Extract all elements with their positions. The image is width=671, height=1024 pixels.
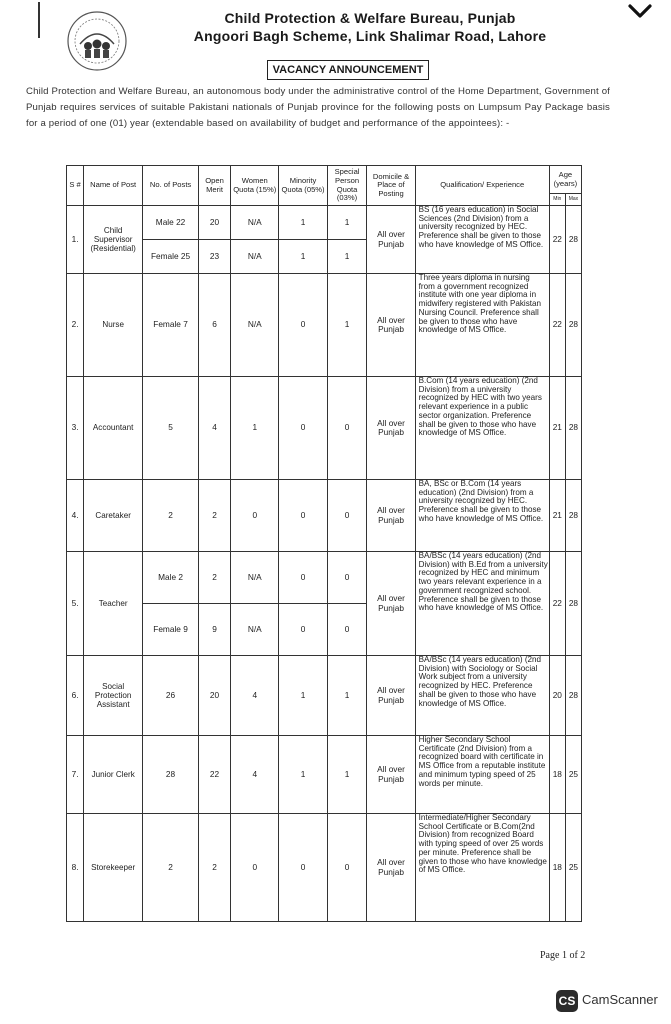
cell-special-quota: 0 [327, 480, 367, 552]
cell-minority-quota: 0 [279, 604, 327, 656]
camscanner-watermark [556, 990, 666, 1012]
cell-minority-quota: 0 [279, 274, 327, 377]
header-special-quota: Special Person Quota (03%) [327, 166, 367, 206]
cell-special-quota: 1 [327, 206, 367, 240]
table-header [67, 166, 582, 206]
cell-sno: 7. [67, 736, 84, 814]
cell-sno: 3. [67, 377, 84, 480]
cell-women-quota: 1 [231, 377, 279, 480]
cell-minority-quota: 0 [279, 552, 327, 604]
cell-age-min: 18 [549, 814, 565, 922]
cell-special-quota: 0 [327, 552, 367, 604]
cell-special-quota: 0 [327, 814, 367, 922]
cell-minority-quota: 1 [279, 206, 327, 240]
cell-qualification: Three years diploma in nursing from a government recognized institute with one year diploma in midwifery registered with Pakistan Nursing Council. Preference shall be given to those who have knowledge of MS Office. [415, 274, 549, 377]
cell-age-max: 25 [565, 736, 581, 814]
cell-age-min: 21 [549, 480, 565, 552]
cell-qualification: BA, BSc or B.Com (14 years education) (2nd Division) from a university recognized by HEC. Preference shall be given to those who have knowledge of MS Office. [415, 480, 549, 552]
cell-post-name: Teacher [84, 552, 143, 656]
scan-edge-line [38, 2, 40, 38]
cell-post-name: Social Protection Assistant [84, 656, 143, 736]
table-row [67, 480, 582, 552]
cell-women-quota: N/A [231, 552, 279, 604]
cell-open-merit: 9 [198, 604, 230, 656]
cell-open-merit: 2 [198, 814, 230, 922]
table-row [67, 377, 582, 480]
cell-posts: 28 [143, 736, 199, 814]
cell-sno: 6. [67, 656, 84, 736]
cell-minority-quota: 1 [279, 736, 327, 814]
header-domicile: Domicile & Place of Posting [367, 166, 415, 206]
cell-post-name: Caretaker [84, 480, 143, 552]
table-row [67, 206, 582, 240]
chevron-down-icon[interactable] [620, 0, 660, 26]
cell-special-quota: 1 [327, 274, 367, 377]
cell-post-name: Junior Clerk [84, 736, 143, 814]
intro-paragraph: Child Protection and Welfare Bureau, an autonomous body under the administrative control of the Home Department, Government of Punjab requires services of suitable Pakistani nationals of Punjab province for the following posts on Lumpsum Pay Package basis for a period of one (01) year (extendable based on availability of budget and performance of the appointees): - [26, 86, 610, 129]
header-age-max: Max [565, 194, 581, 206]
cell-open-merit: 20 [198, 206, 230, 240]
cell-posts: Female 25 [143, 240, 199, 274]
cell-qualification: Higher Secondary School Certificate (2nd Division) from a recognized board with certificate in MS Office from a reputable institute and minimum typing speed of 25 words per minute. [415, 736, 549, 814]
cell-sno: 8. [67, 814, 84, 922]
cell-open-merit: 20 [198, 656, 230, 736]
cell-domicile: All over Punjab [367, 736, 415, 814]
cell-open-merit: 2 [198, 480, 230, 552]
header-women-quota: Women Quota (15%) [231, 166, 279, 206]
cell-open-merit: 22 [198, 736, 230, 814]
cell-post-name: Storekeeper [84, 814, 143, 922]
cell-age-max: 28 [565, 206, 581, 274]
cell-minority-quota: 0 [279, 814, 327, 922]
cell-women-quota: 4 [231, 656, 279, 736]
cell-women-quota: N/A [231, 274, 279, 377]
header-title: Child Protection & Welfare Bureau, Punjab [224, 10, 516, 26]
cell-post-name: Accountant [84, 377, 143, 480]
table-row [67, 274, 582, 377]
cell-age-max: 28 [565, 480, 581, 552]
cell-domicile: All over Punjab [367, 274, 415, 377]
table-row [67, 656, 582, 736]
cell-special-quota: 0 [327, 604, 367, 656]
cell-minority-quota: 1 [279, 240, 327, 274]
cell-domicile: All over Punjab [367, 656, 415, 736]
cell-posts: 26 [143, 656, 199, 736]
cell-women-quota: N/A [231, 206, 279, 240]
header-age-min: Min [549, 194, 565, 206]
cell-women-quota: 0 [231, 814, 279, 922]
cell-age-min: 22 [549, 274, 565, 377]
camscanner-logo-icon: CS [556, 990, 578, 1012]
cell-domicile: All over Punjab [367, 480, 415, 552]
cell-sno: 2. [67, 274, 84, 377]
cell-domicile: All over Punjab [367, 552, 415, 656]
cell-special-quota: 1 [327, 736, 367, 814]
cell-qualification: Intermediate/Higher Secondary School Certificate or B.Com(2nd Division) from recognized Board with typing speed of over 25 words per minute. Preference shall be given to those who have knowledge of MS Office. [415, 814, 549, 922]
cell-sno: 1. [67, 206, 84, 274]
table-body [67, 206, 582, 922]
cell-posts: Male 22 [143, 206, 199, 240]
cell-age-max: 28 [565, 552, 581, 656]
header-minority-quota: Minority Quota (05%) [279, 166, 327, 206]
cell-age-min: 22 [549, 552, 565, 656]
cell-open-merit: 2 [198, 552, 230, 604]
header-open-merit: Open Merit [198, 166, 230, 206]
cell-women-quota: 0 [231, 480, 279, 552]
cell-women-quota: N/A [231, 604, 279, 656]
cell-posts: 5 [143, 377, 199, 480]
cell-open-merit: 4 [198, 377, 230, 480]
header-posts: No. of Posts [143, 166, 199, 206]
table-row [67, 552, 582, 604]
cell-posts: Male 2 [143, 552, 199, 604]
cell-age-min: 21 [549, 377, 565, 480]
cell-minority-quota: 0 [279, 377, 327, 480]
cell-women-quota: 4 [231, 736, 279, 814]
cell-age-max: 28 [565, 274, 581, 377]
cell-domicile: All over Punjab [367, 206, 415, 274]
cell-post-name: Nurse [84, 274, 143, 377]
header-address: Angoori Bagh Scheme, Link Shalimar Road, Lahore [193, 28, 547, 44]
cell-sno: 4. [67, 480, 84, 552]
cell-age-max: 25 [565, 814, 581, 922]
cell-special-quota: 1 [327, 240, 367, 274]
cell-qualification: BA/BSc (14 years education) (2nd Division) with B.Ed from a university recognized by HEC and minimum two years relevant experience in a government recognized school. Preference shall be given to those who have knowledge of MS Office. [415, 552, 549, 656]
cell-minority-quota: 0 [279, 480, 327, 552]
vacancy-table [66, 165, 582, 922]
cell-minority-quota: 1 [279, 656, 327, 736]
cell-domicile: All over Punjab [367, 814, 415, 922]
table-row [67, 736, 582, 814]
header-qualification: Qualification/ Experience [415, 166, 549, 206]
header-sno: S # [67, 166, 84, 206]
cell-posts: Female 7 [143, 274, 199, 377]
page-number: Page 1 of 2 [540, 950, 586, 961]
cell-post-name: Child Supervisor (Residential) [84, 206, 143, 274]
cell-sno: 5. [67, 552, 84, 656]
header-name: Name of Post [84, 166, 143, 206]
cell-posts: 2 [143, 480, 199, 552]
cell-open-merit: 6 [198, 274, 230, 377]
cell-women-quota: N/A [231, 240, 279, 274]
cell-special-quota: 0 [327, 377, 367, 480]
cell-age-min: 18 [549, 736, 565, 814]
cell-age-min: 22 [549, 206, 565, 274]
cell-open-merit: 23 [198, 240, 230, 274]
cell-age-max: 28 [565, 656, 581, 736]
cell-special-quota: 1 [327, 656, 367, 736]
bureau-logo-icon [66, 10, 128, 72]
cell-age-max: 28 [565, 377, 581, 480]
cell-qualification: BA/BSc (14 years education) (2nd Division) with Sociology or Social Work subject from a university recognized by HEC. Preference shall be given to those who have knowledge of MS Office. [415, 656, 549, 736]
camscanner-label: CamScanner [582, 992, 658, 1007]
cell-posts: Female 9 [143, 604, 199, 656]
cell-age-min: 20 [549, 656, 565, 736]
cell-posts: 2 [143, 814, 199, 922]
header-age: Age (years) [549, 166, 581, 194]
vacancy-title: VACANCY ANNOUNCEMENT [267, 60, 429, 80]
cell-qualification: BS (16 years education) in Social Sciences (2nd Division) from a university recognized by HEC. Preference shall be given to those who have knowledge of MS Office. [415, 206, 549, 274]
table-row [67, 814, 582, 922]
cell-domicile: All over Punjab [367, 377, 415, 480]
cell-qualification: B.Com (14 years education) (2nd Division) from a university recognized by HEC with two years relevant experience in a public sector organization. Preference shall be given to those who have knowledge of MS Office. [415, 377, 549, 480]
